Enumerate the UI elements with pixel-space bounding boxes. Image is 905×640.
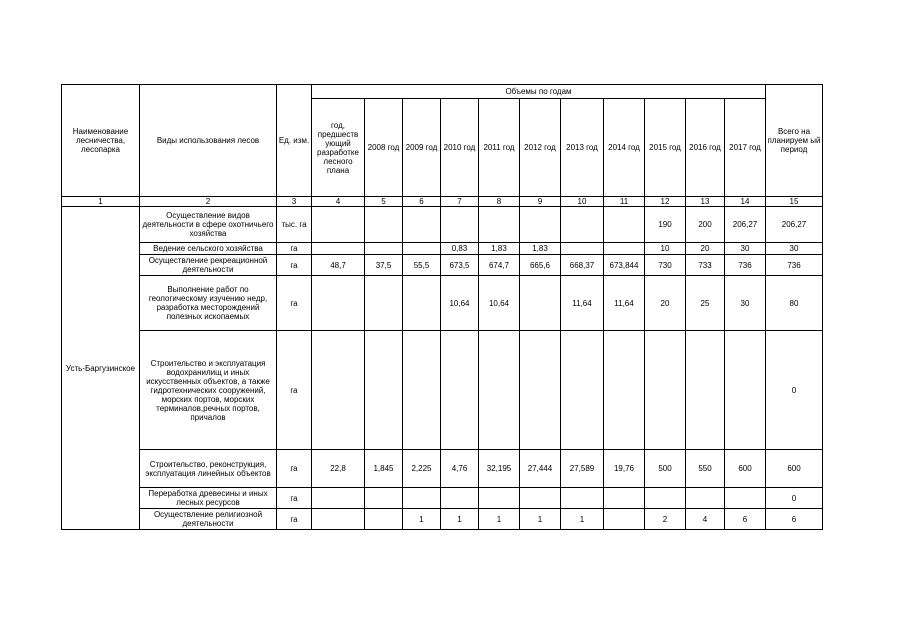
value-cell: 673,844 bbox=[604, 255, 645, 276]
total-cell: 6 bbox=[766, 509, 823, 530]
value-cell: 22,8 bbox=[312, 450, 365, 488]
value-cell bbox=[604, 488, 645, 509]
column-number: 13 bbox=[686, 197, 725, 207]
value-cell: 48,7 bbox=[312, 255, 365, 276]
value-cell bbox=[645, 488, 686, 509]
value-cell bbox=[561, 488, 604, 509]
value-cell: 25 bbox=[686, 276, 725, 331]
column-number: 15 bbox=[766, 197, 823, 207]
value-cell: 1 bbox=[479, 509, 520, 530]
value-cell: 1 bbox=[520, 509, 561, 530]
header-year-2008: 2008 год bbox=[365, 99, 403, 197]
value-cell: 11,64 bbox=[561, 276, 604, 331]
value-cell bbox=[312, 331, 365, 450]
value-cell: 1,83 bbox=[520, 243, 561, 255]
value-cell: 10,64 bbox=[441, 276, 479, 331]
use-type-cell: Строительство, реконструкция, эксплуатация линейных объектов bbox=[140, 450, 277, 488]
value-cell: 2 bbox=[645, 509, 686, 530]
value-cell: 20 bbox=[645, 276, 686, 331]
table-row bbox=[62, 488, 823, 509]
value-cell: 665,6 bbox=[520, 255, 561, 276]
forestry-name-cell: Усть-Баргузинское bbox=[62, 207, 140, 530]
column-number: 3 bbox=[277, 197, 312, 207]
value-cell: 37,5 bbox=[365, 255, 403, 276]
value-cell bbox=[312, 207, 365, 243]
value-cell: 20 bbox=[686, 243, 725, 255]
use-type-cell: Выполнение работ по геологическому изучению недр, разработка месторождений полезных ископаемых bbox=[140, 276, 277, 331]
header-year-2011: 2011 год bbox=[479, 99, 520, 197]
value-cell bbox=[604, 331, 645, 450]
column-number: 4 bbox=[312, 197, 365, 207]
use-type-cell: Переработка древесины и иных лесных ресурсов bbox=[140, 488, 277, 509]
table-row bbox=[62, 331, 823, 450]
value-cell bbox=[312, 243, 365, 255]
value-cell bbox=[365, 243, 403, 255]
header-unit: Ед. изм. bbox=[277, 85, 312, 197]
value-cell bbox=[520, 488, 561, 509]
value-cell bbox=[403, 243, 441, 255]
header-year-2016: 2016 год bbox=[686, 99, 725, 197]
unit-cell: га bbox=[277, 276, 312, 331]
value-cell bbox=[561, 331, 604, 450]
column-number: 10 bbox=[561, 197, 604, 207]
unit-cell: га bbox=[277, 509, 312, 530]
value-cell bbox=[725, 488, 766, 509]
value-cell bbox=[441, 207, 479, 243]
use-type-cell: Осуществление видов деятельности в сфере охотничьего хозяйства bbox=[140, 207, 277, 243]
total-cell: 206,27 bbox=[766, 207, 823, 243]
header-years-group: Объемы по годам bbox=[312, 85, 766, 99]
value-cell bbox=[403, 207, 441, 243]
header-year-2012: 2012 год bbox=[520, 99, 561, 197]
header-year-2009: 2009 год bbox=[403, 99, 441, 197]
value-cell bbox=[686, 331, 725, 450]
value-cell bbox=[561, 207, 604, 243]
value-cell: 600 bbox=[725, 450, 766, 488]
header-year-2017: 2017 год bbox=[725, 99, 766, 197]
value-cell bbox=[365, 276, 403, 331]
table-row bbox=[62, 450, 823, 488]
value-cell: 674,7 bbox=[479, 255, 520, 276]
value-cell: 10 bbox=[645, 243, 686, 255]
value-cell bbox=[520, 207, 561, 243]
value-cell bbox=[479, 207, 520, 243]
value-cell: 19,76 bbox=[604, 450, 645, 488]
value-cell: 2,225 bbox=[403, 450, 441, 488]
value-cell: 0,83 bbox=[441, 243, 479, 255]
table-body bbox=[62, 85, 823, 530]
use-type-cell: Строительство и эксплуатация водохранилищ и иных искусственных объектов, а также гидротехнических сооружений, морских портов, морских терминалов,речных портов, причалов bbox=[140, 331, 277, 450]
header-prior-year: год, предшеств ующий разработке лесного плана bbox=[312, 99, 365, 197]
value-cell: 736 bbox=[725, 255, 766, 276]
table-row bbox=[62, 255, 823, 276]
value-cell bbox=[561, 243, 604, 255]
value-cell bbox=[604, 243, 645, 255]
value-cell bbox=[365, 488, 403, 509]
value-cell bbox=[645, 331, 686, 450]
value-cell bbox=[686, 488, 725, 509]
value-cell bbox=[479, 331, 520, 450]
value-cell: 200 bbox=[686, 207, 725, 243]
value-cell bbox=[312, 276, 365, 331]
value-cell: 27,444 bbox=[520, 450, 561, 488]
column-number: 9 bbox=[520, 197, 561, 207]
value-cell: 1 bbox=[561, 509, 604, 530]
header-forestry-name: Наименование лесничества, лесопарка bbox=[62, 85, 140, 197]
value-cell: 32,195 bbox=[479, 450, 520, 488]
header-year-2013: 2013 год bbox=[561, 99, 604, 197]
value-cell bbox=[365, 509, 403, 530]
value-cell bbox=[441, 488, 479, 509]
value-cell bbox=[312, 509, 365, 530]
value-cell bbox=[365, 331, 403, 450]
value-cell: 673,5 bbox=[441, 255, 479, 276]
value-cell bbox=[312, 488, 365, 509]
value-cell: 1,83 bbox=[479, 243, 520, 255]
table-row bbox=[62, 243, 823, 255]
value-cell: 190 bbox=[645, 207, 686, 243]
value-cell bbox=[441, 331, 479, 450]
value-cell: 1,845 bbox=[365, 450, 403, 488]
value-cell: 30 bbox=[725, 243, 766, 255]
column-number: 12 bbox=[645, 197, 686, 207]
header-year-2014: 2014 год bbox=[604, 99, 645, 197]
value-cell bbox=[604, 207, 645, 243]
total-cell: 0 bbox=[766, 331, 823, 450]
value-cell bbox=[725, 331, 766, 450]
value-cell: 4,76 bbox=[441, 450, 479, 488]
column-number: 2 bbox=[140, 197, 277, 207]
unit-cell: га bbox=[277, 243, 312, 255]
total-cell: 600 bbox=[766, 450, 823, 488]
value-cell: 55,5 bbox=[403, 255, 441, 276]
column-number: 8 bbox=[479, 197, 520, 207]
column-number: 11 bbox=[604, 197, 645, 207]
total-cell: 30 bbox=[766, 243, 823, 255]
total-cell: 736 bbox=[766, 255, 823, 276]
value-cell bbox=[520, 331, 561, 450]
value-cell: 1 bbox=[403, 509, 441, 530]
unit-cell: га bbox=[277, 488, 312, 509]
header-row-1 bbox=[62, 85, 823, 99]
value-cell: 6 bbox=[725, 509, 766, 530]
use-type-cell: Осуществление рекреационной деятельности bbox=[140, 255, 277, 276]
unit-cell: тыс. га bbox=[277, 207, 312, 243]
unit-cell: га bbox=[277, 255, 312, 276]
value-cell: 1 bbox=[441, 509, 479, 530]
column-number: 7 bbox=[441, 197, 479, 207]
total-cell: 80 bbox=[766, 276, 823, 331]
column-number-row bbox=[62, 197, 823, 207]
value-cell bbox=[479, 488, 520, 509]
column-number: 6 bbox=[403, 197, 441, 207]
value-cell: 206,27 bbox=[725, 207, 766, 243]
value-cell: 730 bbox=[645, 255, 686, 276]
header-use-type: Виды использования лесов bbox=[140, 85, 277, 197]
value-cell: 500 bbox=[645, 450, 686, 488]
header-year-2015: 2015 год bbox=[645, 99, 686, 197]
header-total: Всего на планируем ый период bbox=[766, 85, 823, 197]
value-cell bbox=[520, 276, 561, 331]
value-cell bbox=[403, 331, 441, 450]
column-number: 14 bbox=[725, 197, 766, 207]
column-number: 1 bbox=[62, 197, 140, 207]
use-type-cell: Ведение сельского хозяйства bbox=[140, 243, 277, 255]
value-cell bbox=[403, 276, 441, 331]
table-row bbox=[62, 276, 823, 331]
use-type-cell: Осуществление религиозной деятельности bbox=[140, 509, 277, 530]
table-row bbox=[62, 509, 823, 530]
value-cell bbox=[604, 509, 645, 530]
value-cell: 27,589 bbox=[561, 450, 604, 488]
value-cell: 4 bbox=[686, 509, 725, 530]
forest-use-volume-table bbox=[61, 84, 823, 530]
header-year-2010: 2010 год bbox=[441, 99, 479, 197]
value-cell bbox=[365, 207, 403, 243]
value-cell: 10,64 bbox=[479, 276, 520, 331]
value-cell: 550 bbox=[686, 450, 725, 488]
unit-cell: га bbox=[277, 331, 312, 450]
value-cell: 11,64 bbox=[604, 276, 645, 331]
column-number: 5 bbox=[365, 197, 403, 207]
total-cell: 0 bbox=[766, 488, 823, 509]
value-cell: 733 bbox=[686, 255, 725, 276]
value-cell: 30 bbox=[725, 276, 766, 331]
value-cell bbox=[403, 488, 441, 509]
value-cell: 668,37 bbox=[561, 255, 604, 276]
unit-cell: га bbox=[277, 450, 312, 488]
table-row bbox=[62, 207, 823, 243]
